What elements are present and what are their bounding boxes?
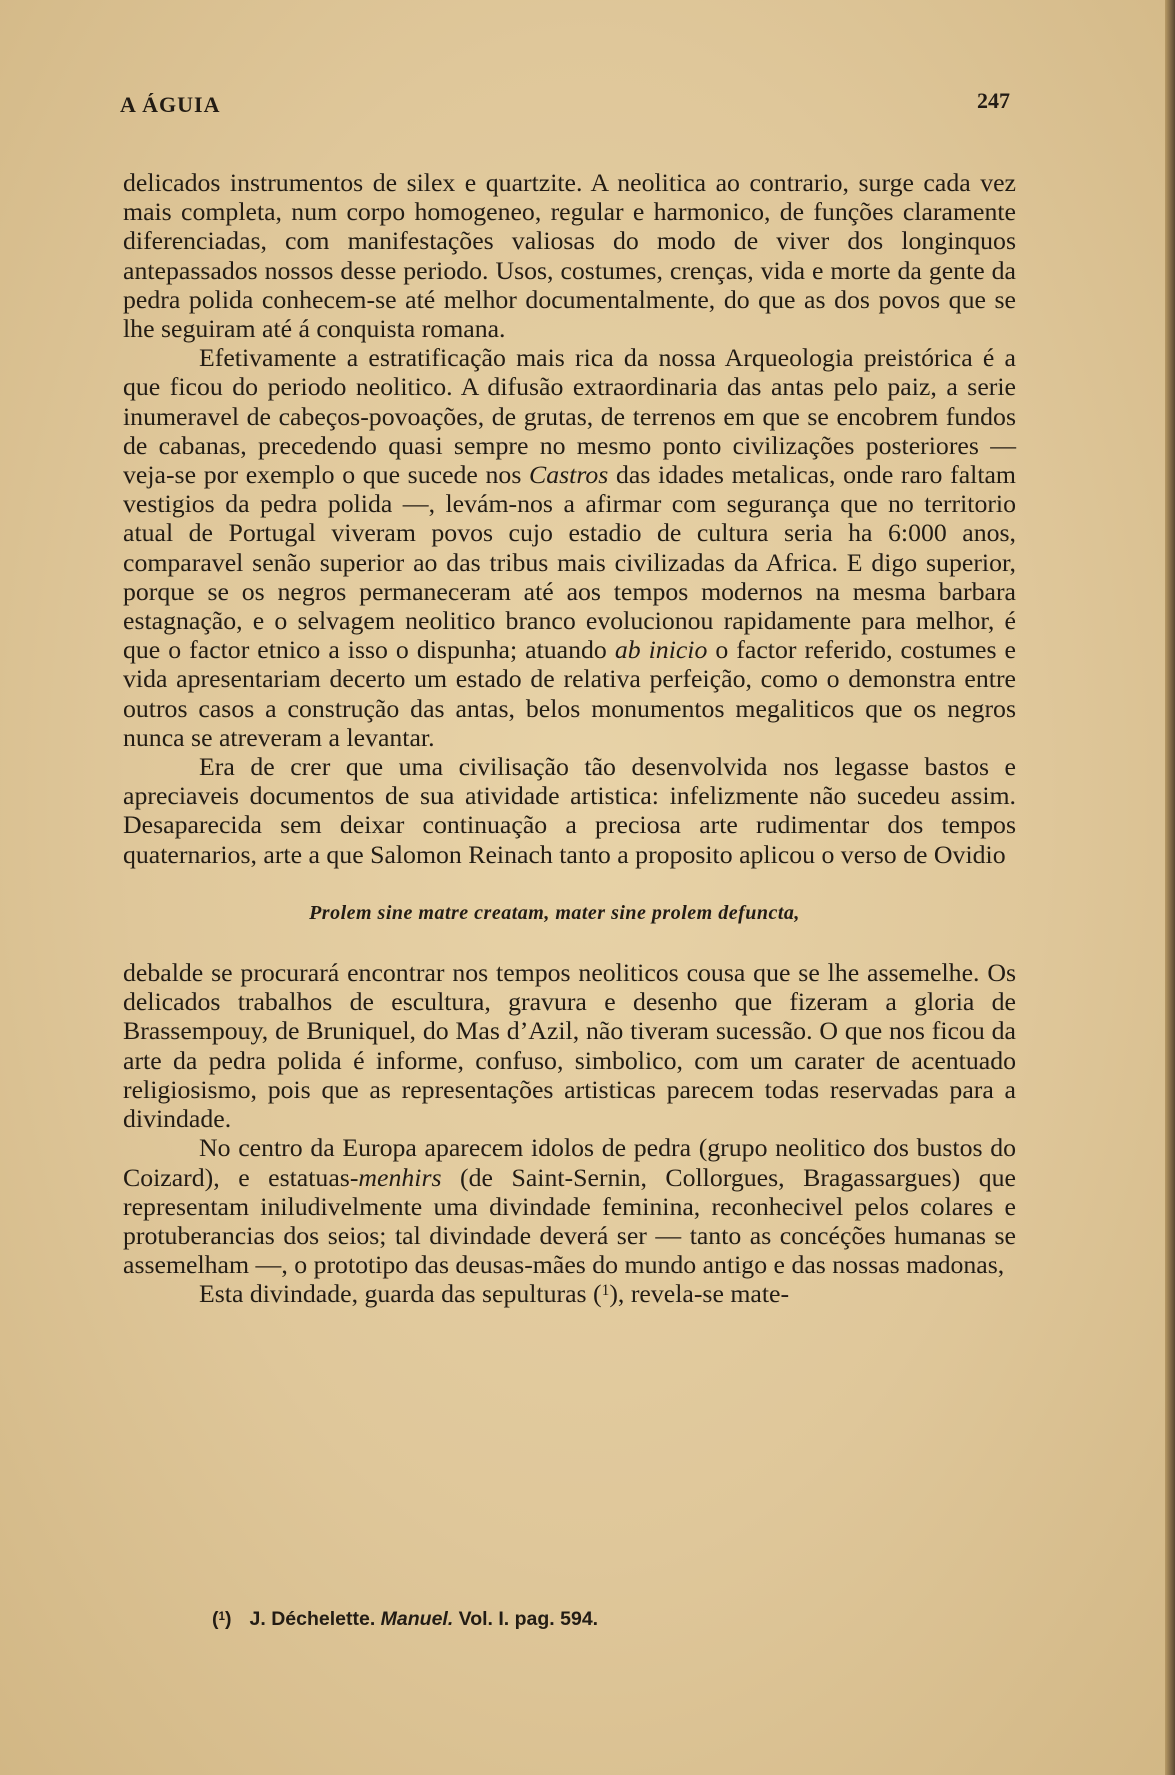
footnote-marker: ($^1$) bbox=[212, 1608, 232, 1630]
footnote bbox=[212, 1608, 598, 1631]
paragraph-2 bbox=[123, 343, 1016, 752]
castros-term: Castros bbox=[529, 460, 609, 490]
paragraph-5-part-b: (de Saint-Sernin, Collorgues, Bragassargues) que representam iniludivelmente uma divindade feminina, reconhecivel pelos colares e protuberancias dos seios; tal divindade deverá ser — tanto as concéções humanas se assemelham —, o prototipo das deusas-mães do mundo antigo e das nossas madonas, bbox=[123, 1162, 1016, 1280]
paragraph-2-part-b: das idades metalicas, onde raro faltam vestigios da pedra polida —, levám-nos a afirmar com segurança que no territorio atual de Portugal viveram povos cujo estadio de cultura seria ha 6:000 anos, comparavel senão superior ao das tribus mais civilizadas da Africa. E digo superior, porque se os negros permaneceram até aos tempos modernos na mesma barbara estagnação, e o selvagem neolitico branco evolucionou rapidamente para melhor, é que o factor etnico a isso o dispunha; atuando bbox=[123, 460, 1016, 665]
footnote-text-b: Vol. I. pag. 594. bbox=[453, 1608, 599, 1630]
footnote-reference[interactable]: 1 bbox=[601, 1282, 610, 1300]
page-edge-shadow bbox=[1165, 0, 1175, 1775]
paragraph-4: debalde se procurará encontrar nos tempos neoliticos cousa que se lhe assemelhe. Os delicados trabalhos de escultura, gravura e desenho que fizeram a gloria de Brassempouy, de Bruniquel, do Mas d’Azil, não tiveram sucessão. O que nos ficou da arte da pedra polida é informe, confuso, simbolico, com um carater de acentuado religiosismo, pois que as representações artisticas parecem todas reservadas para a divindade. bbox=[123, 958, 1016, 1134]
paragraph-1: delicados instrumentos de silex e quartzite. A neolitica ao contrario, surge cada vez mais completa, num corpo homogeneo, regular e harmonico, de funções claramente diferenciadas, com manifestações valiosas do modo de viver dos longinquos antepassados nossos desse periodo. Usos, costumes, crenças, vida e morte da gente da pedra polida conhecem-se até melhor documentalmente, do que as dos povos que se lhe seguiram até á conquista romana. bbox=[123, 168, 1016, 344]
footnote-title: Manuel. bbox=[380, 1608, 454, 1630]
paragraph-2-part-a: Efetivamente a estratificação mais rica da nossa Arqueologia preistórica é a que ficou do periodo neolitico. A difusão extraordinaria das antas pelo paiz, a serie inumeravel de cabeços-povoações, de grutas, de terrenos em que se encobrem fundos de cabanas, precedendo quasi sempre no mesmo ponto civilizações posteriores — veja-se por exemplo o que sucede nos bbox=[123, 343, 1016, 490]
ovid-quote: Prolem sine matre creatam, mater sine prolem defuncta, bbox=[309, 901, 800, 924]
page-number: 247 bbox=[977, 88, 1010, 113]
menhirs-term: menhirs bbox=[358, 1162, 442, 1192]
paragraph-6-part-a: Esta divindade, guarda das sepulturas ( bbox=[199, 1279, 602, 1309]
paragraph-6-part-b: ), revela-se mate- bbox=[609, 1279, 790, 1309]
footnote-marker-number: 1 bbox=[218, 1609, 226, 1623]
running-title: A ÁGUIA bbox=[120, 92, 221, 117]
paragraph-2-part-c: o factor referido, costumes e vida apresentariam decerto um estado de relativa perfeição, como o demonstra entre outros casos a construção das antas, belos monumentos megaliticos que os negros nunca se atreveram a levantar. bbox=[123, 635, 1016, 752]
ab-inicio-term: ab inicio bbox=[614, 635, 708, 665]
footnote-text-a: J. Déchelette. bbox=[249, 1608, 381, 1630]
page-header bbox=[120, 88, 1010, 124]
paragraph-5-part-a: No centro da Europa aparecem idolos de pedra (grupo neolitico dos bustos do Coizard), e estatuas- bbox=[123, 1133, 1016, 1192]
paragraph-5 bbox=[123, 1133, 1016, 1279]
body-text bbox=[123, 168, 1016, 1309]
paragraph-6 bbox=[123, 1279, 1016, 1308]
paragraph-3: Era de crer que uma civilisação tão desenvolvida nos legasse bastos e apreciaveis documentos de sua atividade artistica: infelizmente não sucedeu assim. Desaparecida sem deixar continuação a preciosa arte rudimentar dos tempos quaternarios, arte a que Salomon Reinach tanto a proposito aplicou o verso de Ovidio bbox=[123, 752, 1016, 869]
